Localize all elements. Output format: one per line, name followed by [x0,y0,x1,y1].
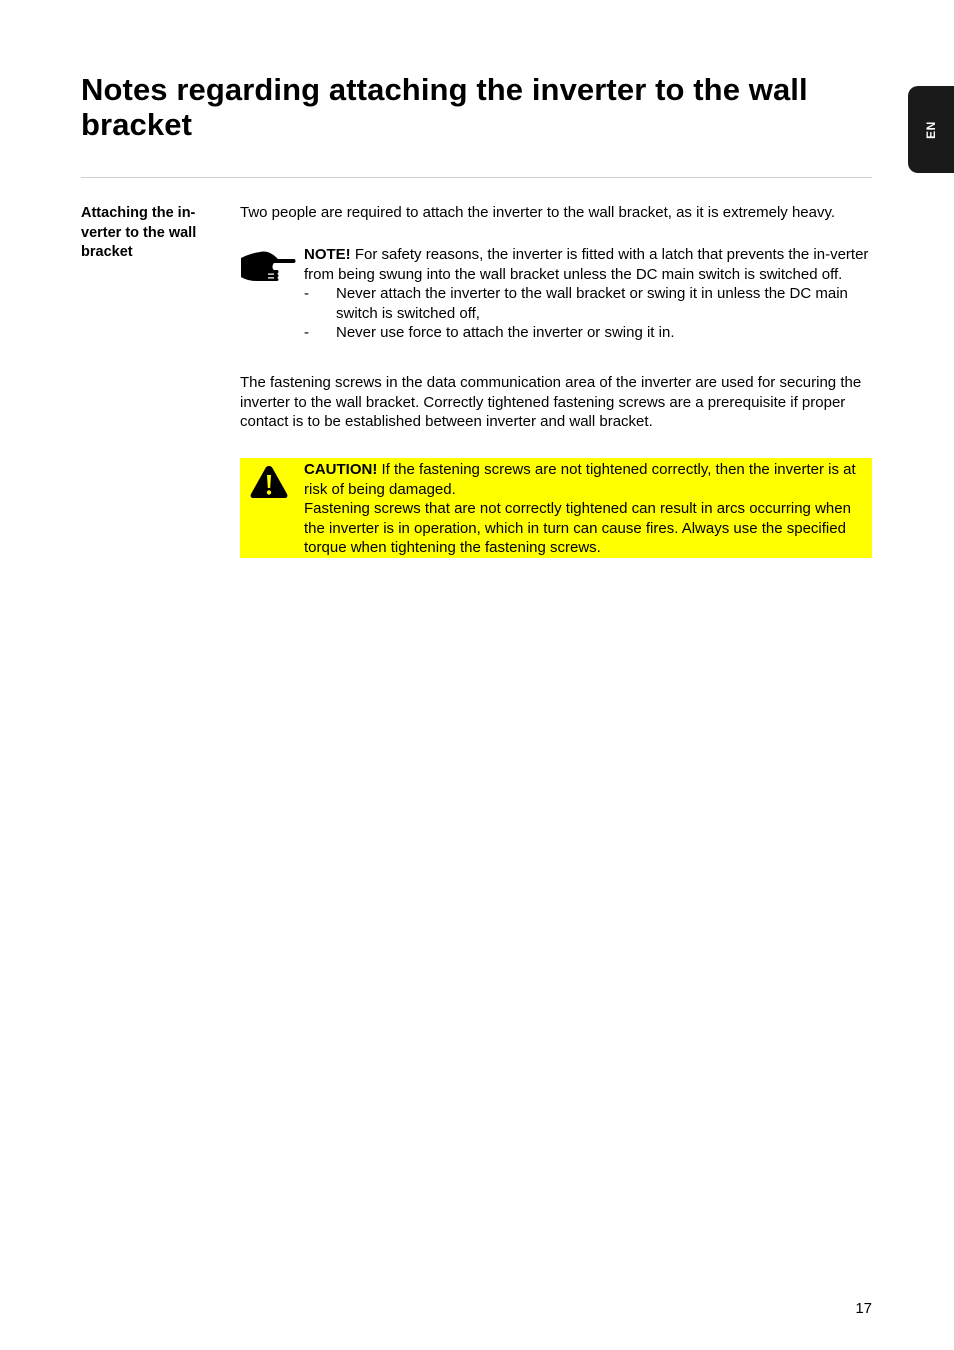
note-text: For safety reasons, the inverter is fitted with a latch that prevents the in-verter from being swung into the wall bracket unless the DC main switch is switched off. [304,246,869,283]
pointing-hand-icon [240,248,296,284]
section-heading: Attaching the in- verter to the wall bracket [81,205,197,260]
intro-paragraph: Two people are required to attach the inverter to the wall bracket, as it is extremely heavy. [240,204,836,221]
fastening-screws-paragraph: The fastening screws in the data communication area of the inverter are used for securing the inverter to the wall bracket. Correctly tightened fastening screws are a prerequisite if proper contact is to be established between inverter and wall bracket. [240,374,862,430]
page-title: Notes regarding attaching the inverter to the wall bracket [81,72,808,142]
list-marker: - [304,285,309,302]
note-label: NOTE! [304,246,351,263]
note-block [304,245,872,343]
page-number: 17 [855,1300,872,1317]
list-item-text: Never use force to attach the inverter or swing it in. [336,324,675,341]
list-item [304,323,872,343]
caution-text-block [304,460,872,558]
caution-intro [304,460,872,499]
list-item-text: Never attach the inverter to the wall bracket or swing it in unless the DC main switch is switched off, [336,285,848,322]
list-marker: - [304,324,309,341]
note-intro [304,245,872,284]
section-divider [81,177,872,178]
caution-label: CAUTION! [304,461,378,478]
caution-text: If the fastening screws are not tightened correctly, then the inverter is at risk of being damaged. [304,461,856,498]
caution-detail: Fastening screws that are not correctly tightened can result in arcs occurring when the inverter is in operation, which in turn can cause fires. Always use the specified torque when tightening the fastening screws. [304,500,851,556]
language-tab [908,86,954,173]
language-tab-label: EN [924,120,938,139]
caution-box [240,458,872,558]
warning-triangle-icon [250,465,288,499]
list-item [304,284,872,323]
note-list [304,284,872,343]
